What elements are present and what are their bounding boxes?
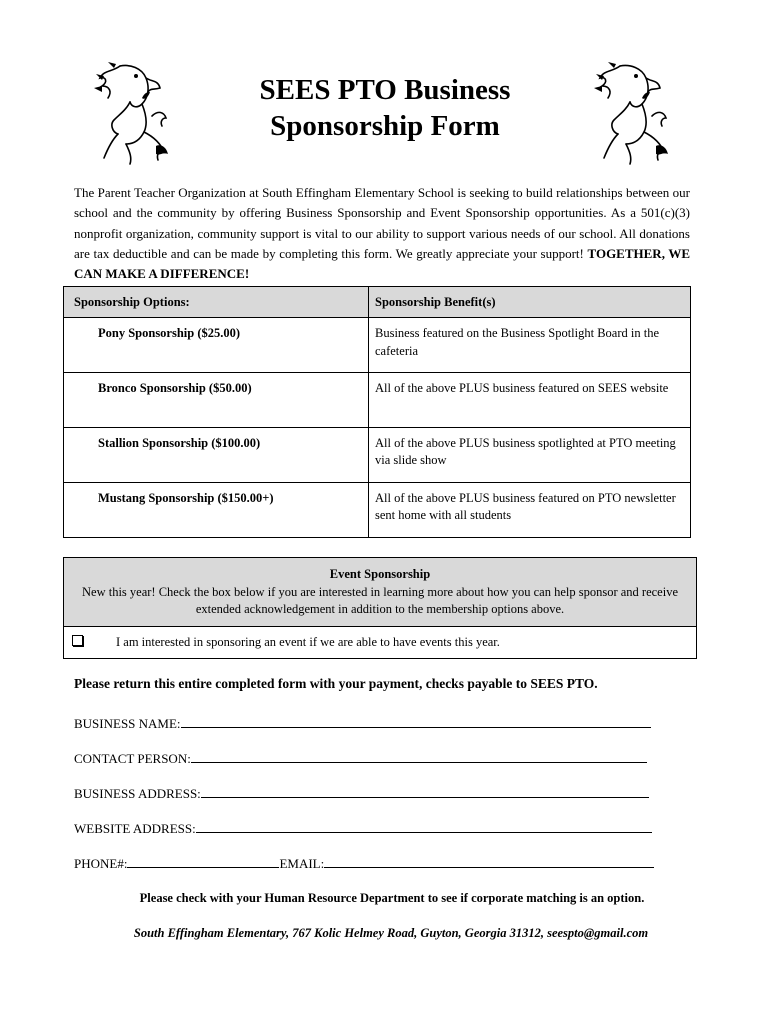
business-name-label: BUSINESS NAME: [74,716,181,731]
phone-line[interactable] [127,856,279,868]
intro-paragraph [74,183,690,284]
table-header-row [64,287,691,318]
event-sponsorship-title: Event Sponsorship [329,567,431,581]
corporate-matching-note: Please check with your Human Resource Department to see if corporate matching is an option. [139,891,645,905]
business-address-label: BUSINESS ADDRESS: [74,786,201,801]
return-instruction: Please return this entire completed form with your payment, checks payable to SEES PTO. [74,676,598,691]
website-address-label: WEBSITE ADDRESS: [74,821,196,836]
pony-sponsorship-option: Pony Sponsorship ($25.00) [98,326,241,340]
website-address-line[interactable] [196,821,652,833]
mustang-sponsorship-benefit: All of the above PLUS business featured on PTO newsletter sent home with all students [375,491,676,522]
event-interest-checkbox[interactable] [72,635,83,646]
event-sponsorship-box [63,557,697,659]
bronco-sponsorship-benefit: All of the above PLUS business featured on SEES website [375,381,669,395]
email-label: EMAIL: [279,856,325,871]
mustang-sponsorship-option: Mustang Sponsorship ($150.00+) [98,491,274,505]
event-sponsorship-header [64,558,696,627]
stallion-sponsorship-option: Stallion Sponsorship ($100.00) [98,436,261,450]
sponsorship-options-table [63,286,691,538]
table-row [64,483,691,538]
phone-label: PHONE#: [74,856,128,871]
business-name-field[interactable] [74,716,651,732]
bronco-sponsorship-option: Bronco Sponsorship ($50.00) [98,381,252,395]
table-row [64,318,691,373]
phone-email-field[interactable] [74,856,654,872]
benefits-column-header: Sponsorship Benefit(s) [369,287,691,318]
website-address-field[interactable] [74,821,652,837]
page-title-line1: SEES PTO Business [259,74,511,106]
page-title-line2: Sponsorship Form [270,110,500,142]
school-address: South Effingham Elementary, 767 Kolic Helmey Road, Guyton, Georgia 31312, seespto@gmail.com [133,926,649,940]
contact-person-label: CONTACT PERSON: [74,751,191,766]
event-sponsorship-description: New this year! Check the box below if you are interested in learning more about how you can help sponsor and receive extended acknowledgement in addition to the membership options above. [82,584,678,616]
contact-person-line[interactable] [191,751,647,763]
pony-sponsorship-benefit: Business featured on the Business Spotlight Board in the cafeteria [375,326,660,358]
stallion-sponsorship-benefit: All of the above PLUS business spotlighted at PTO meeting via slide show [375,436,676,467]
contact-person-field[interactable] [74,751,647,767]
intro-text: The Parent Teacher Organization at South Effingham Elementary School is seeking to build relationships between our school and the community by offering Business Sponsorship and Event Sponsorship opportunities. As a 501(c)(3) nonprofit organization, community support is vital to our ability to support various needs of our school. All donations are tax deductible and can be made by completing this form. We greatly appreciate your support! [74,185,690,261]
event-interest-checkbox-row[interactable] [64,627,696,658]
business-address-line[interactable] [201,786,649,798]
business-name-line[interactable] [181,716,651,728]
intro-emphasis: TOGETHER, WE CAN MAKE A DIFFERENCE! [74,245,691,282]
email-line[interactable] [324,856,654,868]
table-row [64,373,691,428]
event-interest-label: I am interested in sponsoring an event if we are able to have events this year. [116,634,500,649]
table-row [64,428,691,483]
options-column-header: Sponsorship Options: [64,287,369,318]
business-address-field[interactable] [74,786,649,802]
